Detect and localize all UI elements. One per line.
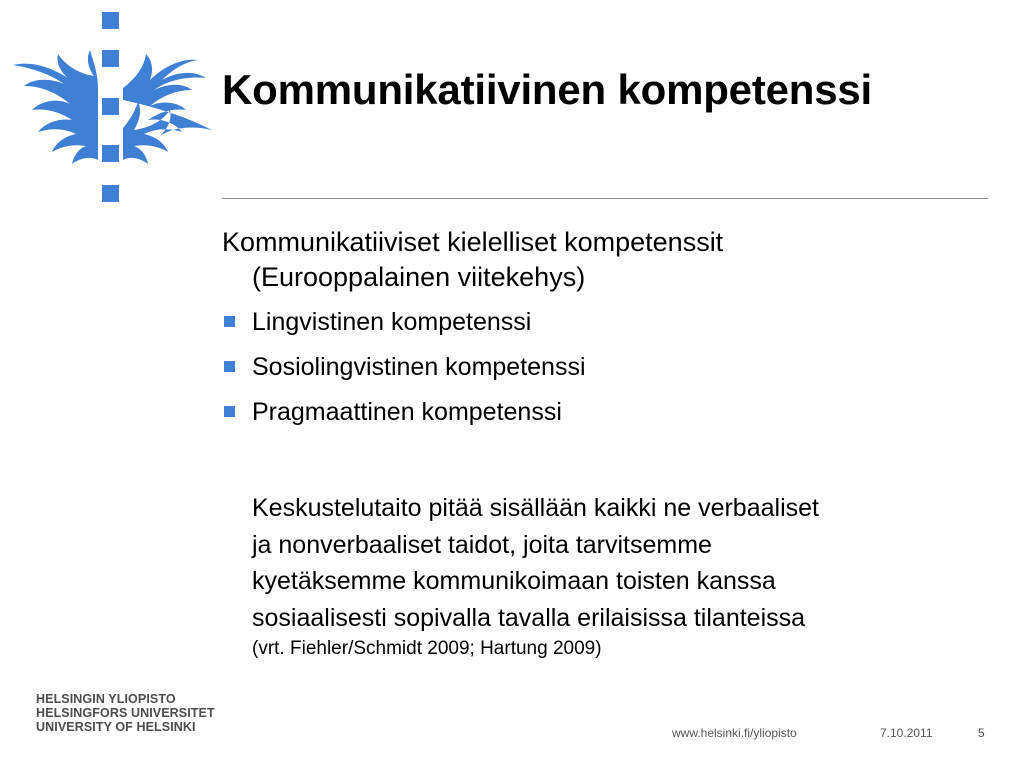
square-bullet-icon <box>224 406 235 417</box>
slide-title: Kommunikatiivinen kompetenssi <box>222 66 873 113</box>
paragraph-line: ja nonverbaaliset taidot, joita tarvitsemme <box>252 530 712 559</box>
wordmark-line-swedish: HELSINGFORS UNIVERSITET <box>36 706 215 720</box>
citation: (vrt. Fiehler/Schmidt 2009; Hartung 2009) <box>252 638 602 659</box>
bullet-text: Pragmaattinen kompetenssi <box>252 398 562 426</box>
intro-line-1: Kommunikatiiviset kielelliset kompetenssit <box>222 227 724 257</box>
body-paragraph <box>252 490 982 636</box>
bullet-item <box>222 306 586 351</box>
square-bullet-icon <box>224 316 235 327</box>
bullet-text: Sosiolingvistinen kompetenssi <box>252 353 586 381</box>
square-bullet-icon <box>224 361 235 372</box>
bullet-item <box>222 351 586 396</box>
page-number: 5 <box>978 726 985 740</box>
wordmark-line-english: UNIVERSITY OF HELSINKI <box>36 720 196 734</box>
bullet-item <box>222 396 586 441</box>
intro-heading <box>222 225 982 295</box>
paragraph-line: Keskustelutaito pitää sisällään kaikki ne verbaaliset <box>252 494 819 522</box>
intro-line-2: (Eurooppalainen viitekehys) <box>252 262 586 292</box>
university-wordmark <box>36 692 215 734</box>
footer-url: www.helsinki.fi/yliopisto <box>672 726 797 740</box>
paragraph-line: sosiaalisesti sopivalla tavalla erilaisissa tilanteissa <box>252 603 806 632</box>
university-logo-icon <box>10 10 215 205</box>
paragraph-line: kyetäksemme kommunikoimaan toisten kanssa <box>252 567 776 595</box>
bullet-list <box>222 306 586 441</box>
footer-date: 7.10.2011 <box>880 726 933 740</box>
bullet-text: Lingvistinen kompetenssi <box>252 308 532 336</box>
title-divider <box>222 198 988 199</box>
wordmark-line-finnish: HELSINGIN YLIOPISTO <box>36 692 176 706</box>
